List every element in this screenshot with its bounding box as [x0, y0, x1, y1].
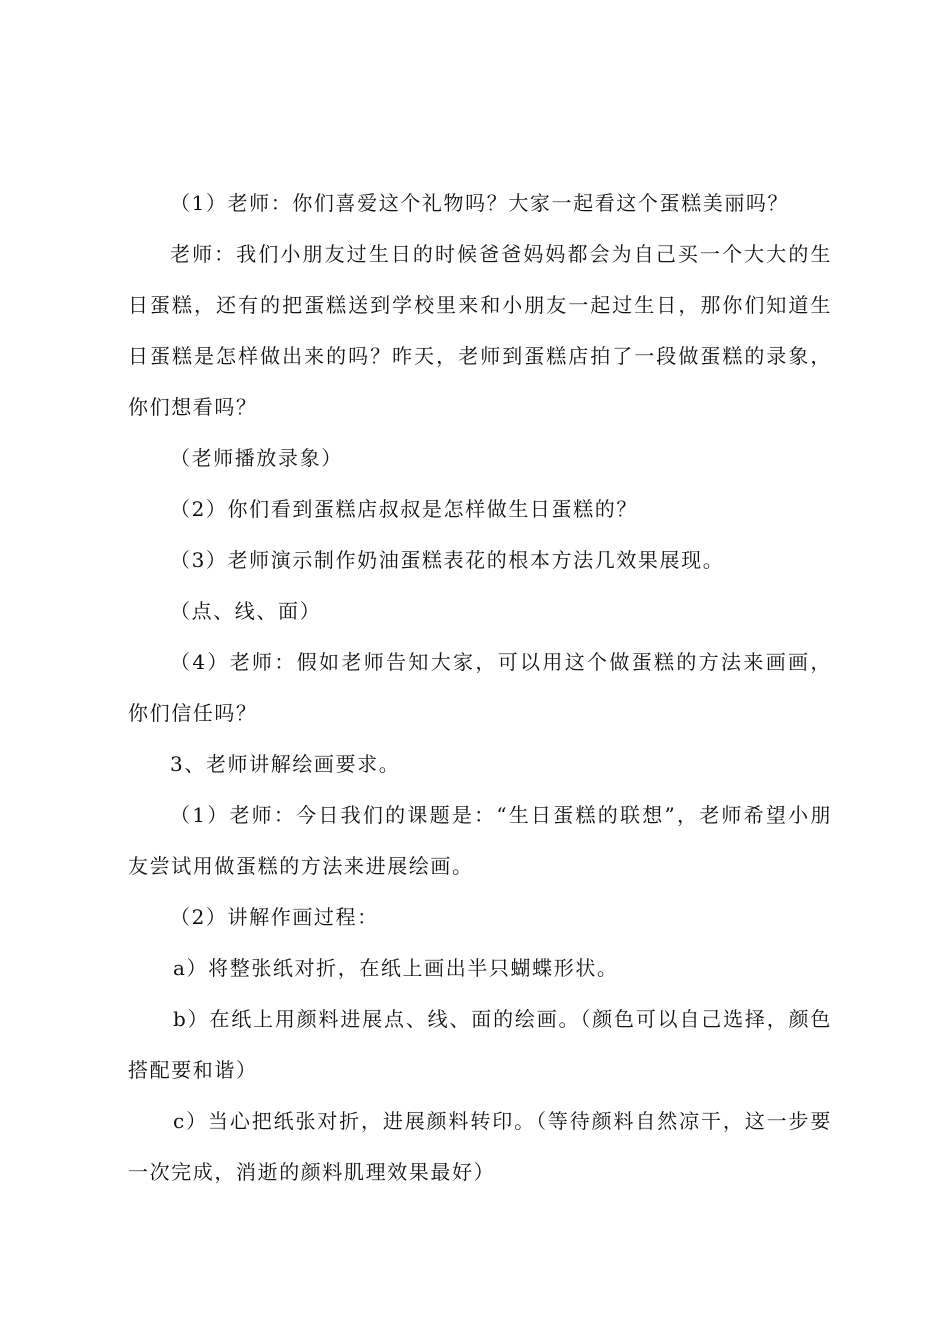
paragraph-topic: （1）老师：今日我们的课题是：“生日蛋糕的联想”，老师希望小朋友尝试用做蛋糕的方法来进展绘画。	[128, 803, 832, 878]
paragraph-question-3: （3）老师演示制作奶油蛋糕表花的根本方法几效果展现。	[170, 548, 725, 572]
document-body	[128, 178, 832, 1198]
paragraph-step-c: c）当心把纸张对折，进展颜料转印。（等待颜料自然凉干，这一步要一次完成，消逝的颜料肌理效果最好）	[128, 1109, 832, 1184]
paragraph-point-line-face: （点、线、面）	[170, 599, 322, 623]
paragraph-step-b: b）在纸上用颜料进展点、线、面的绘画。（颜色可以自己选择，颜色搭配要和谐）	[128, 1007, 832, 1082]
paragraph-question-4: （4）老师：假如老师告知大家，可以用这个做蛋糕的方法来画画，你们信任吗？	[128, 650, 832, 725]
paragraph-question-1: （1）老师：你们喜爱这个礼物吗？大家一起看这个蛋糕美丽吗？	[170, 191, 790, 215]
paragraph-question-2: （2）你们看到蛋糕店叔叔是怎样做生日蛋糕的？	[170, 497, 638, 521]
paragraph-step-a: a）将整张纸对折，在纸上画出半只蝴蝶形状。	[173, 956, 619, 980]
paragraph-teacher-intro: 老师：我们小朋友过生日的时候爸爸妈妈都会为自己买一个大大的生日蛋糕，还有的把蛋糕送到学校里来和小朋友一起过生日，那你们知道生日蛋糕是怎样做出来的吗？昨天，老师到蛋糕店拍了一段做蛋糕的录象，你们想看吗？	[128, 242, 832, 419]
paragraph-section-3: 3、老师讲解绘画要求。	[170, 752, 401, 776]
paragraph-process-title: （2）讲解作画过程：	[170, 905, 379, 929]
paragraph-play-video: （老师播放录象）	[170, 446, 343, 470]
